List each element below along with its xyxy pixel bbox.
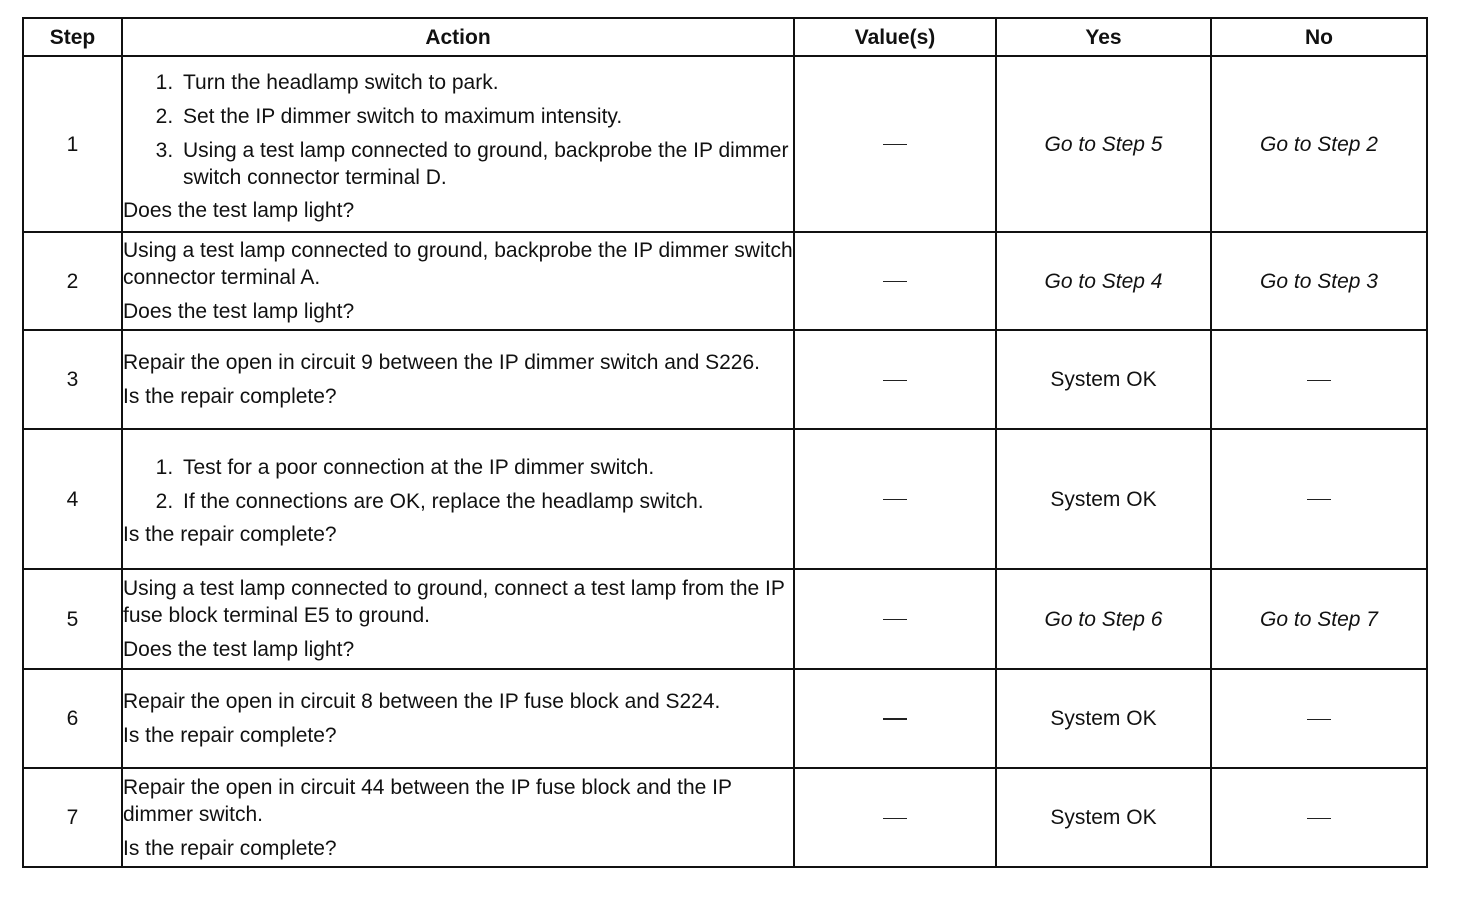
step-number: 2 xyxy=(23,232,122,330)
no-cell: Go to Step 7 xyxy=(1211,569,1427,669)
no-cell xyxy=(1211,669,1427,768)
empty-dash xyxy=(883,818,907,819)
action-text: Using a test lamp connected to ground, backprobe the IP dimmer switch connector terminal A. xyxy=(123,239,793,289)
action-question: Does the test lamp light? xyxy=(123,638,355,661)
action-text: Repair the open in circuit 44 between the IP fuse block and the IP dimmer switch. xyxy=(123,775,732,826)
value-cell xyxy=(794,56,996,232)
action-text: Repair the open in circuit 8 between the IP fuse block and S224. xyxy=(123,690,721,713)
yes-cell: System OK xyxy=(996,429,1211,569)
empty-dash xyxy=(883,380,907,381)
step-number: 5 xyxy=(23,569,122,669)
action-cell xyxy=(122,669,794,768)
yes-cell: Go to Step 5 xyxy=(996,56,1211,232)
header-no: No xyxy=(1211,18,1427,56)
action-cell xyxy=(122,56,794,232)
header-action: Action xyxy=(122,18,794,56)
value-cell xyxy=(794,768,996,867)
table-row xyxy=(23,569,1427,669)
action-cell xyxy=(122,429,794,569)
no-cell xyxy=(1211,768,1427,867)
action-item: 1. Turn the headlamp switch to park. xyxy=(179,69,793,96)
value-cell xyxy=(794,232,996,330)
action-cell xyxy=(122,330,794,429)
step-number: 3 xyxy=(23,330,122,429)
action-cell xyxy=(122,232,794,330)
table-row xyxy=(23,669,1427,768)
empty-dash xyxy=(883,499,907,500)
empty-dash xyxy=(1307,380,1331,381)
action-question: Is the repair complete? xyxy=(123,836,337,860)
value-cell xyxy=(794,669,996,768)
no-cell: Go to Step 2 xyxy=(1211,56,1427,232)
yes-cell: System OK xyxy=(996,669,1211,768)
action-cell xyxy=(122,768,794,867)
no-cell xyxy=(1211,429,1427,569)
header-row xyxy=(23,18,1427,56)
value-cell xyxy=(794,569,996,669)
empty-dash xyxy=(883,144,907,145)
action-question: Does the test lamp light? xyxy=(123,300,355,323)
action-text: Using a test lamp connected to ground, connect a test lamp from the IP fuse block terminal E5 to ground. xyxy=(123,577,785,627)
table-row xyxy=(23,429,1427,569)
empty-dash xyxy=(883,718,907,720)
action-question: Is the repair complete? xyxy=(123,385,337,408)
action-cell xyxy=(122,569,794,669)
action-list xyxy=(123,454,793,515)
action-item: 1. Test for a poor connection at the IP dimmer switch. xyxy=(179,454,793,481)
action-list xyxy=(123,69,793,191)
action-item: 3. Using a test lamp connected to ground, backprobe the IP dimmer switch connector terminal D. xyxy=(179,137,793,191)
yes-cell: Go to Step 4 xyxy=(996,232,1211,330)
step-number: 1 xyxy=(23,56,122,232)
table-row xyxy=(23,232,1427,330)
yes-cell: System OK xyxy=(996,768,1211,867)
empty-dash xyxy=(883,281,907,282)
action-item: 2. If the connections are OK, replace the headlamp switch. xyxy=(179,488,793,515)
action-question: Does the test lamp light? xyxy=(123,198,355,222)
header-step: Step xyxy=(23,18,122,56)
yes-cell: System OK xyxy=(996,330,1211,429)
header-values: Value(s) xyxy=(794,18,996,56)
header-yes: Yes xyxy=(996,18,1211,56)
no-cell: Go to Step 3 xyxy=(1211,232,1427,330)
empty-dash xyxy=(883,619,907,620)
no-cell xyxy=(1211,330,1427,429)
action-item: 2. Set the IP dimmer switch to maximum intensity. xyxy=(179,103,793,130)
table-row xyxy=(23,330,1427,429)
table-row xyxy=(23,768,1427,867)
table-row xyxy=(23,56,1427,232)
action-text: Repair the open in circuit 9 between the IP dimmer switch and S226. xyxy=(123,351,760,374)
action-question: Is the repair complete? xyxy=(123,523,337,546)
empty-dash xyxy=(1307,818,1331,819)
empty-dash xyxy=(1307,719,1331,720)
step-number: 4 xyxy=(23,429,122,569)
diagnostic-table xyxy=(22,17,1428,868)
step-number: 6 xyxy=(23,669,122,768)
yes-cell: Go to Step 6 xyxy=(996,569,1211,669)
value-cell xyxy=(794,429,996,569)
action-question: Is the repair complete? xyxy=(123,724,337,747)
value-cell xyxy=(794,330,996,429)
step-number: 7 xyxy=(23,768,122,867)
empty-dash xyxy=(1307,499,1331,500)
